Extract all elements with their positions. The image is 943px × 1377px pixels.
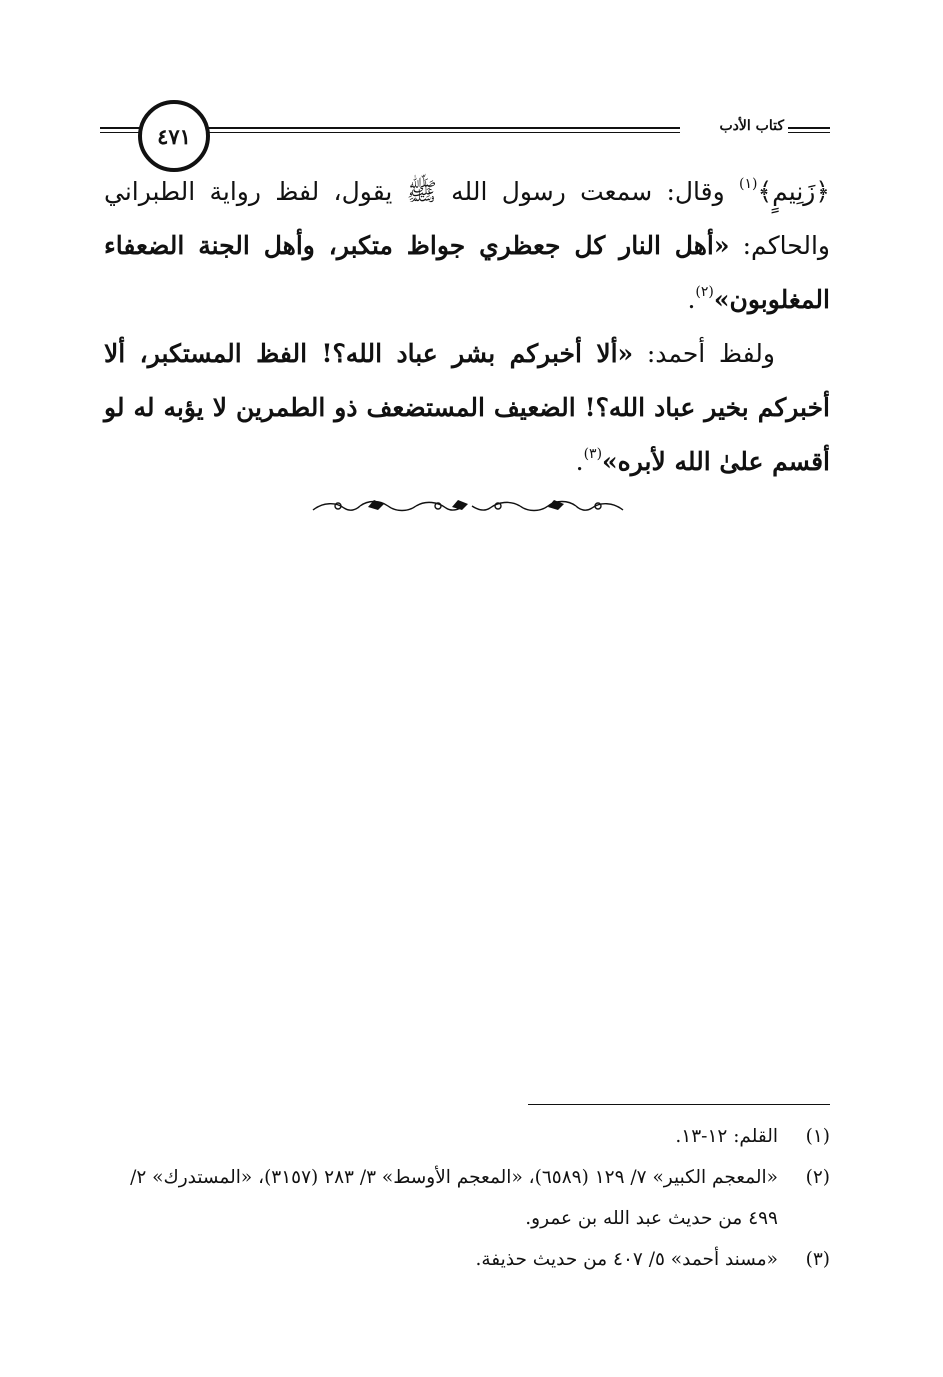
paragraph-2 bbox=[104, 327, 830, 489]
paragraph-1 bbox=[104, 165, 830, 327]
footnote-number: (٣) bbox=[805, 1249, 830, 1270]
ornament-divider-icon bbox=[308, 492, 628, 522]
paragraph-1-end: . bbox=[687, 285, 696, 314]
footnote-separator bbox=[528, 1104, 830, 1105]
footnote-text: القلم: ١٢-١٣. bbox=[675, 1126, 778, 1147]
footnote-ref-2: (٢) bbox=[695, 284, 714, 300]
page-header bbox=[100, 92, 830, 172]
footnotes bbox=[104, 1116, 830, 1280]
header-rule-right bbox=[788, 127, 830, 129]
paragraph-2-end: . bbox=[575, 447, 584, 476]
footnote-3 bbox=[104, 1239, 830, 1280]
header-book-title: كتاب الأدب bbox=[716, 117, 789, 135]
quran-word: ﴿زَنِيمٍ﴾ bbox=[757, 177, 830, 206]
footnote-2 bbox=[104, 1157, 830, 1239]
footnote-number: (١) bbox=[805, 1126, 830, 1147]
main-text bbox=[104, 165, 830, 489]
footnote-ref-1: (١) bbox=[739, 176, 758, 192]
footnote-text: «المعجم الكبير» ٧/ ١٢٩ (٦٥٨٩)، «المعجم الأوسط» ٣/ ٢٨٣ (٣١٥٧)، «المستدرك» ٢/ ٤٩٩ من حديث عبد الله بن عمرو. bbox=[130, 1167, 778, 1229]
page-number: ٤٧١ bbox=[157, 123, 191, 149]
footnote-number: (٢) bbox=[805, 1167, 830, 1188]
footnote-1 bbox=[104, 1116, 830, 1157]
header-rule-right-under bbox=[788, 132, 830, 133]
hadith-quote-2: «ألا أخبركم بشر عباد الله؟! الفظ المستكبر، ألا أخبركم بخير عباد الله؟! الضعيف المستضعف ذو الطمرين لا يؤبه له لو أقسم علىٰ الله لأبره» bbox=[104, 339, 830, 476]
paragraph-1-text: وقال: سمعت رسول الله ﷺ يقول، لفظ رواية الطبراني والحاكم: bbox=[104, 177, 830, 260]
hadith-quote-1: «أهل النار كل جعظري جواظ متكبر، وأهل الجنة الضعفاء المغلوبون» bbox=[104, 231, 830, 314]
footnote-ref-3: (٣) bbox=[583, 446, 603, 462]
paragraph-2-text: ولفظ أحمد: bbox=[633, 339, 775, 368]
footnote-text: «مسند أحمد» ٥/ ٤٠٧ من حديث حذيفة. bbox=[475, 1249, 778, 1270]
page-number-badge bbox=[138, 100, 210, 172]
